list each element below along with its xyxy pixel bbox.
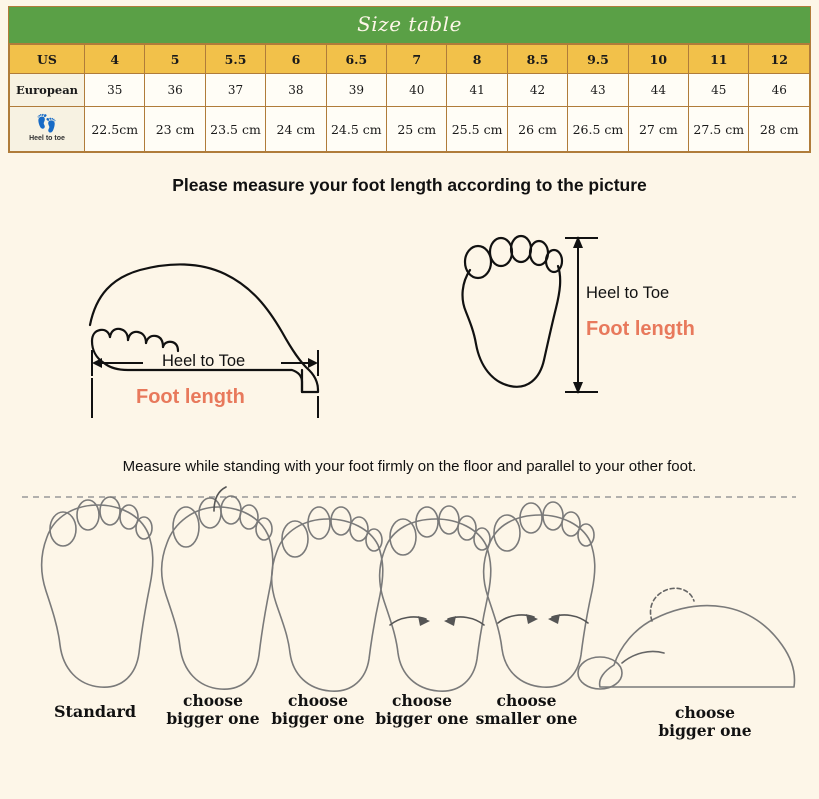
footprint-caption-4-line1: choose	[392, 691, 452, 710]
cell-us-9: 10	[628, 45, 688, 74]
cell-us-5: 7	[387, 45, 447, 74]
cell-us-3: 6	[266, 45, 326, 74]
size-guide-page	[0, 6, 819, 799]
side-foot-length-label: Foot length	[136, 386, 245, 408]
top-view-foot-outline	[463, 236, 562, 387]
size-table	[8, 6, 811, 153]
cell-us-2: 5.5	[205, 45, 265, 74]
cell-eu-0: 35	[85, 74, 145, 107]
footprint-6-side-view	[578, 588, 795, 689]
measurement-diagrams	[0, 200, 819, 450]
cell-eu-2: 37	[205, 74, 265, 107]
cell-us-11: 12	[749, 45, 810, 74]
cell-eu-5: 40	[387, 74, 447, 107]
row-label-european: European	[10, 74, 85, 107]
cell-eu-1: 36	[145, 74, 205, 107]
footprint-caption-5-line1: choose	[496, 691, 557, 710]
cell-cm-3: 24 cm	[266, 107, 326, 152]
table-row	[10, 107, 810, 152]
cell-cm-2: 23.5 cm	[205, 107, 265, 152]
table-row	[10, 45, 810, 74]
side-view-foot-outline	[90, 264, 318, 392]
cell-cm-8: 26.5 cm	[568, 107, 628, 152]
cell-cm-4: 24.5 cm	[326, 107, 386, 152]
cell-eu-6: 41	[447, 74, 507, 107]
cell-eu-7: 42	[507, 74, 567, 107]
foot-measure-svg	[0, 200, 819, 450]
foot-heel-to-toe-icon: 👣	[36, 114, 58, 134]
footprint-caption-2-line1: choose	[183, 691, 243, 710]
footprint-comparison	[0, 477, 819, 767]
footprint-5-pressure-arrows	[498, 614, 588, 624]
footprint-5	[484, 502, 595, 687]
footprint-caption-5	[464, 692, 589, 728]
footprint-3	[272, 507, 383, 691]
cell-us-7: 8.5	[507, 45, 567, 74]
footprint-caption-3-line1: choose	[288, 691, 348, 710]
table-row	[10, 74, 810, 107]
cell-eu-8: 43	[568, 74, 628, 107]
cell-eu-11: 46	[749, 74, 810, 107]
cell-cm-9: 27 cm	[628, 107, 688, 152]
cell-cm-1: 23 cm	[145, 107, 205, 152]
cell-eu-3: 38	[266, 74, 326, 107]
footprint-caption-3-line2: bigger one	[271, 708, 365, 728]
footprint-caption-2	[153, 692, 273, 728]
row-label-us: US	[10, 45, 85, 74]
cell-cm-6: 25.5 cm	[447, 107, 507, 152]
measure-title: Please measure your foot length according to the picture	[172, 175, 647, 195]
cell-eu-9: 44	[628, 74, 688, 107]
row-label-foot-length	[10, 107, 85, 152]
cell-cm-7: 26 cm	[507, 107, 567, 152]
footprint-1	[42, 497, 153, 687]
footprint-caption-2-line2: bigger one	[166, 708, 260, 728]
footprint-caption-6-line1: choose	[675, 703, 735, 722]
cell-us-8: 9.5	[568, 45, 628, 74]
cell-us-1: 5	[145, 45, 205, 74]
cell-eu-4: 39	[326, 74, 386, 107]
foot-icon-caption: Heel to toe	[29, 135, 65, 142]
cell-us-6: 8	[447, 45, 507, 74]
footprint-caption-6-line2: bigger one	[658, 720, 752, 740]
cell-cm-11: 28 cm	[749, 107, 810, 152]
side-heel-to-toe-label: Heel to Toe	[162, 352, 246, 370]
footprint-2	[162, 487, 273, 689]
footprint-caption-4-line2: bigger one	[375, 708, 469, 728]
footprint-4	[380, 506, 491, 691]
footprint-4-pressure-arrows	[390, 616, 484, 626]
footprints-svg	[0, 477, 819, 727]
cell-cm-0: 22.5cm	[85, 107, 145, 152]
cell-us-0: 4	[85, 45, 145, 74]
footprint-caption-5-line2: smaller one	[475, 708, 578, 728]
footprint-caption-6	[640, 704, 770, 740]
cell-eu-10: 45	[689, 74, 749, 107]
cell-cm-10: 27.5 cm	[689, 107, 749, 152]
top-heel-to-toe-label: Heel to Toe	[586, 284, 670, 302]
top-view-length-arrow	[565, 236, 598, 394]
measure-note: Measure while standing with your foot firmly on the floor and parallel to your other foot.	[122, 458, 697, 475]
cell-us-4: 6.5	[326, 45, 386, 74]
footprint-caption-1: Standard	[53, 702, 137, 721]
footprint-caption-3	[258, 692, 378, 728]
cell-cm-5: 25 cm	[387, 107, 447, 152]
size-table-title: Size table	[9, 7, 810, 44]
top-foot-length-label: Foot length	[586, 318, 695, 340]
cell-us-10: 11	[689, 45, 749, 74]
